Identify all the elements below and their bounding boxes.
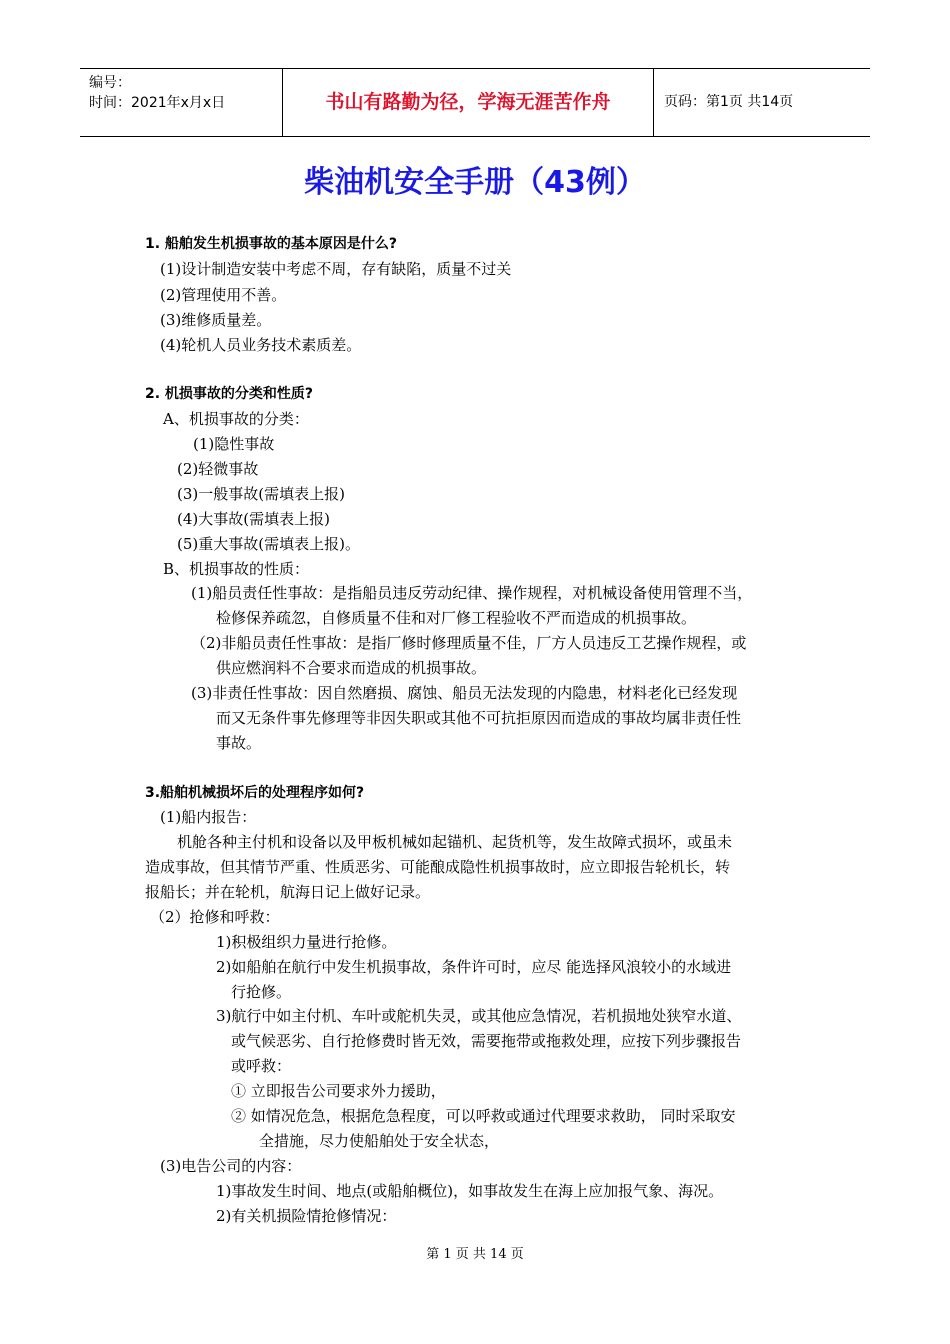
text-line: (4)轮机人员业务技术素质差。	[160, 336, 362, 354]
text-line: ① 立即报告公司要求外力援助，	[231, 1082, 446, 1100]
text-line: （2）抢修和呼救：	[150, 908, 280, 926]
text-line: (3)维修质量差。	[160, 311, 272, 329]
text-line: 或呼救：	[231, 1057, 292, 1075]
text-line: 而又无条件事先修理等非因失职或其他不可抗拒原因而造成的事故均属非责任性	[216, 709, 742, 727]
text-line: 报船长；并在轮机，航海日记上做好记录。	[145, 883, 431, 901]
text-line: (2)轻微事故	[177, 460, 259, 478]
question-heading: 1. 船舶发生机损事故的基本原因是什么?	[145, 236, 398, 252]
header-meta	[80, 69, 282, 136]
text-line: B、机损事故的性质：	[163, 560, 310, 578]
date-label: 时间：2021年x月x日	[89, 95, 226, 111]
text-line: (2)管理使用不善。	[160, 286, 287, 304]
page-footer: 第 1 页 共 14 页	[426, 1247, 524, 1262]
text-line: 2)有关机损险情抢修情况：	[216, 1207, 397, 1225]
text-line: (4)大事故(需填表上报)	[177, 510, 330, 528]
text-line: 1)积极组织力量进行抢修。	[216, 933, 397, 951]
code-label: 编号：	[89, 75, 131, 91]
text-line: 行抢修。	[231, 983, 292, 1001]
text-line: (3)一般事故(需填表上报)	[177, 485, 345, 503]
text-line: 1)事故发生时间、地点(或船舶概位)，如事故发生在海上应加报气象、海况。	[216, 1182, 724, 1200]
text-line: 全措施，尽力使船舶处于安全状态，	[259, 1132, 500, 1150]
text-line: 供应燃润料不合要求而造成的机损事故。	[216, 659, 487, 677]
question-heading: 3.船舶机械损坏后的处理程序如何?	[145, 785, 365, 801]
text-line: (3)电告公司的内容：	[160, 1157, 302, 1175]
text-line: （2)非船员责任性事故：是指厂修时修理质量不佳，厂方人员违反工艺操作规程，或	[191, 634, 747, 652]
text-line: (1)设计制造安装中考虑不周，存有缺陷，质量不过关	[160, 260, 512, 278]
text-line: (1)船员责任性事故：是指船员违反劳动纪律、操作规程，对机械设备使用管理不当，	[191, 584, 753, 602]
text-line: ② 如情况危急，根据危急程度，可以呼救或通过代理要求救助， 同时采取安	[231, 1107, 736, 1125]
header-page-info: 页码：第1页 共14页	[664, 94, 794, 110]
text-line: A、机损事故的分类：	[163, 410, 309, 428]
text-line: 造成事故，但其情节严重、性质恶劣、可能酿成隐性机损事故时，应立即报告轮机长，转	[145, 858, 731, 876]
text-line: (1)隐性事故	[193, 435, 275, 453]
text-line: (3)非责任性事故：因自然磨损、腐蚀、船员无法发现的内隐患，材料老化已经发现	[191, 684, 738, 702]
text-line: 2)如船舶在航行中发生机损事故，条件许可时，应尽 能选择风浪较小的水域进	[216, 958, 732, 976]
text-line: 检修保养疏忽，自修质量不佳和对厂修工程验收不严而造成的机损事故。	[216, 609, 697, 627]
document-header	[80, 68, 870, 137]
text-line: 事故。	[216, 734, 262, 752]
text-line: 3)航行中如主付机、车叶或舵机失灵，或其他应急情况，若机损地处狭窄水道、	[216, 1007, 742, 1025]
text-line: (5)重大事故(需填表上报)。	[177, 535, 360, 553]
text-line: 或气候恶劣、自行抢修费时皆无效，需要拖带或拖救处理，应按下列步骤报告	[231, 1032, 742, 1050]
question-heading: 2. 机损事故的分类和性质?	[145, 386, 314, 402]
document-title: 柴油机安全手册（43例）	[304, 165, 646, 200]
text-line: (1)船内报告：	[160, 808, 257, 826]
text-line: 机舱各种主付机和设备以及甲板机械如起锚机、起货机等，发生故障式损坏，或虽未	[177, 833, 733, 851]
header-motto: 书山有路勤为径，学海无涯苦作舟	[282, 69, 654, 136]
